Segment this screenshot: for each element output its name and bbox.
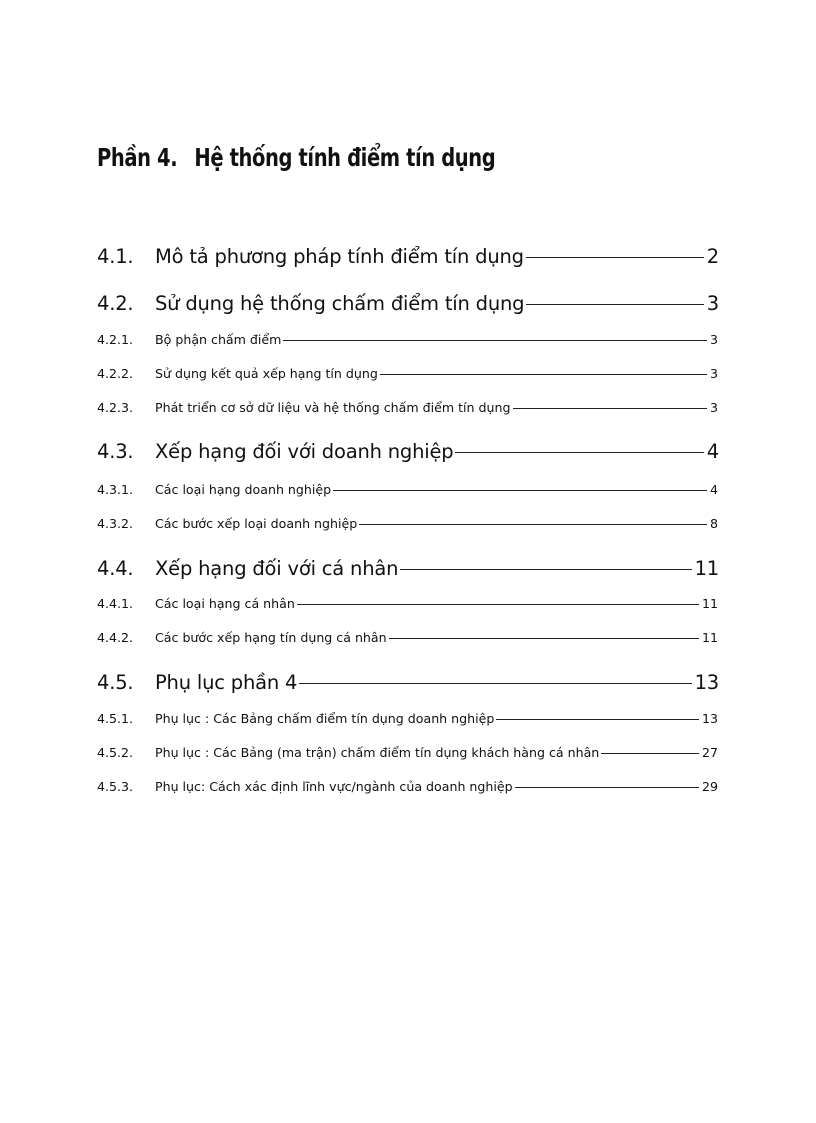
toc-entry[interactable] <box>97 596 718 611</box>
toc-leader-line <box>297 604 699 605</box>
toc-entry-page: 4 <box>706 440 719 463</box>
toc-entry-number: 4.2.3. <box>97 400 134 415</box>
toc-entry[interactable] <box>97 711 718 726</box>
toc-entry-title[interactable]: Phụ lục : Các Bảng chấm điểm tín dụng doanh nghiệp <box>155 711 495 726</box>
toc-entry-page: 29 <box>701 779 718 794</box>
toc-entry-title[interactable]: Bộ phận chấm điểm <box>155 332 282 347</box>
toc-entry-number: 4.2.1. <box>97 332 134 347</box>
toc-entry-page: 13 <box>694 671 719 694</box>
toc-entry[interactable] <box>97 557 719 580</box>
section-number: Phần 4. <box>97 143 178 172</box>
toc-entry[interactable] <box>97 516 718 531</box>
toc-entry-number: 4.4.2. <box>97 630 134 645</box>
toc-leader-line <box>389 638 699 639</box>
toc-entry-title[interactable]: Sử dụng kết quả xếp hạng tín dụng <box>155 366 378 381</box>
toc-entry-title[interactable]: Các loại hạng cá nhân <box>155 596 295 611</box>
toc-entry-page: 2 <box>706 245 719 268</box>
toc-entry[interactable] <box>97 366 718 381</box>
toc-leader-line <box>515 787 699 788</box>
toc-entry[interactable] <box>97 779 718 794</box>
toc-entry-number: 4.2.2. <box>97 366 134 381</box>
toc-leader-line <box>601 753 699 754</box>
toc-entry-title[interactable]: Phụ lục: Cách xác định lĩnh vực/ngành của doanh nghiệp <box>155 779 513 794</box>
toc-entry[interactable] <box>97 482 718 497</box>
toc-entry-number: 4.3.1. <box>97 482 134 497</box>
toc-entry-number: 4.3. <box>97 440 134 463</box>
toc-entry-title[interactable]: Phát triển cơ sở dữ liệu và hệ thống chấm điểm tín dụng <box>155 400 511 415</box>
toc-leader-line <box>333 490 707 491</box>
toc-entry-page: 3 <box>709 332 718 347</box>
toc-entry-page: 3 <box>706 292 719 315</box>
toc-leader-line <box>526 257 704 258</box>
toc-entry[interactable] <box>97 440 719 463</box>
toc-leader-line <box>380 374 707 375</box>
toc-entry[interactable] <box>97 630 718 645</box>
toc-leader-line <box>400 569 691 570</box>
toc-leader-line <box>526 304 703 305</box>
toc-entry-number: 4.5.3. <box>97 779 134 794</box>
toc-entry-page: 8 <box>709 516 718 531</box>
toc-entry-title[interactable]: Xếp hạng đối với cá nhân <box>155 557 399 580</box>
toc-leader-line <box>283 340 707 341</box>
toc-entry-title[interactable]: Xếp hạng đối với doanh nghiệp <box>155 440 454 463</box>
toc-entry-page: 11 <box>701 630 718 645</box>
toc-leader-line <box>359 524 707 525</box>
toc-entry-title[interactable]: Phụ lục : Các Bảng (ma trận) chấm điểm tín dụng khách hàng cá nhân <box>155 745 600 760</box>
toc-entry-page: 3 <box>709 366 718 381</box>
toc-entry[interactable] <box>97 671 719 694</box>
toc-entry-number: 4.2. <box>97 292 134 315</box>
toc-entry-title[interactable]: Mô tả phương pháp tính điểm tín dụng <box>155 245 524 268</box>
toc-entry-title[interactable]: Các bước xếp loại doanh nghiệp <box>155 516 358 531</box>
toc-entry-number: 4.1. <box>97 245 134 268</box>
toc-entry-title[interactable]: Phụ lục phần 4 <box>155 671 298 694</box>
toc-entry-page: 11 <box>701 596 718 611</box>
toc-entry-title[interactable]: Sử dụng hệ thống chấm điểm tín dụng <box>155 292 525 315</box>
toc-entry-title[interactable]: Các loại hạng doanh nghiệp <box>155 482 332 497</box>
toc-entry-page: 4 <box>709 482 718 497</box>
section-title: Hệ thống tính điểm tín dụng <box>194 143 496 172</box>
toc-entry-page: 3 <box>709 400 718 415</box>
toc-entry[interactable] <box>97 245 719 268</box>
toc-entry-page: 27 <box>701 745 718 760</box>
toc-entry-page: 11 <box>694 557 719 580</box>
toc-entry-number: 4.5.2. <box>97 745 134 760</box>
toc-entry-number: 4.4.1. <box>97 596 134 611</box>
toc-entry[interactable] <box>97 292 719 315</box>
toc-leader-line <box>513 408 707 409</box>
toc-entry-number: 4.5. <box>97 671 134 694</box>
toc-entry-number: 4.5.1. <box>97 711 134 726</box>
toc-entry[interactable] <box>97 332 718 347</box>
toc-entry-number: 4.3.2. <box>97 516 134 531</box>
toc-entry-page: 13 <box>701 711 718 726</box>
toc-entry-title[interactable]: Các bước xếp hạng tín dụng cá nhân <box>155 630 387 645</box>
toc-entry-number: 4.4. <box>97 557 134 580</box>
toc-entry[interactable] <box>97 400 718 415</box>
section-heading <box>97 143 495 172</box>
toc-leader-line <box>299 683 691 684</box>
toc-leader-line <box>455 452 703 453</box>
toc-leader-line <box>496 719 699 720</box>
toc-entry[interactable] <box>97 745 718 760</box>
